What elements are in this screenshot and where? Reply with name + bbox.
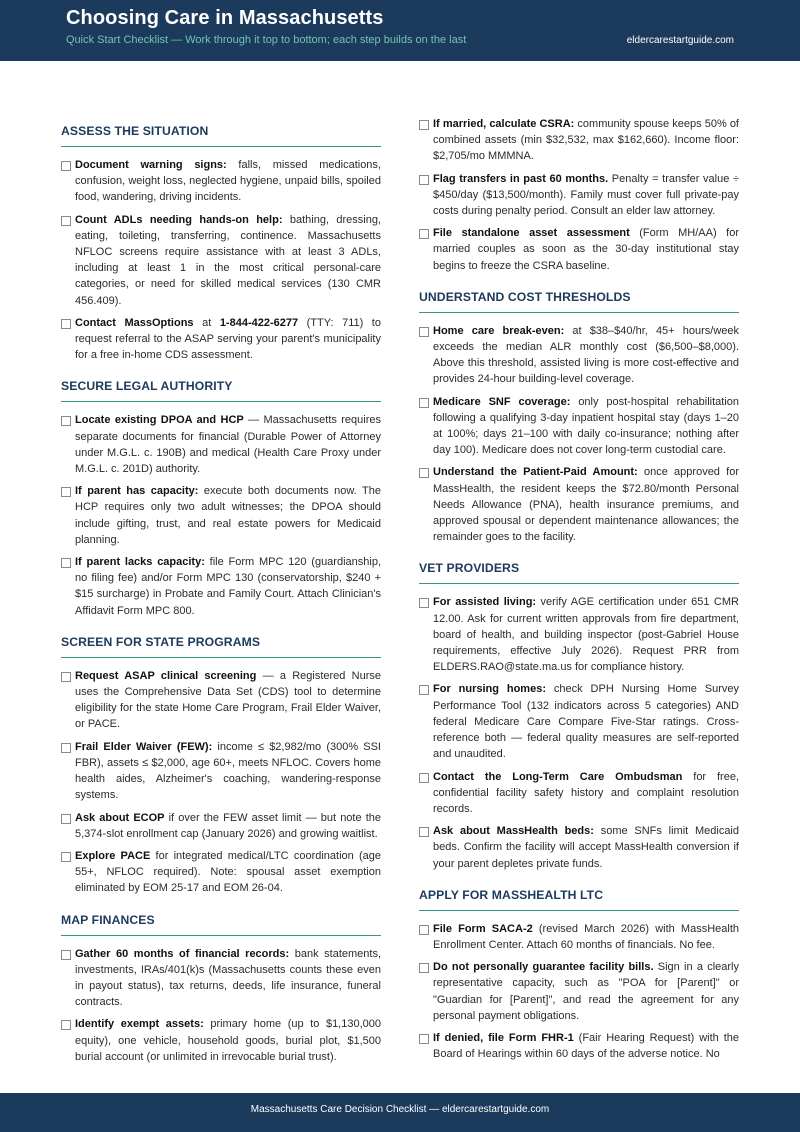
checklist-item xyxy=(419,681,739,762)
checklist-item xyxy=(61,1016,381,1065)
checklist-section xyxy=(61,635,381,897)
section-title: SECURE LEGAL AUTHORITY xyxy=(61,379,381,402)
checklist-item-text xyxy=(433,116,739,165)
checkbox[interactable] xyxy=(61,315,75,331)
item-body: file Form MPC 120 (guardianship, no filing fee) and/or Form MPC 130 (conservatorship, $240 + $15 surcharge) in Probate and Family Court. Attach Clinician's Affidavit Form MPC 800. xyxy=(75,556,381,617)
checklist-item xyxy=(61,212,381,309)
checklist-item-text xyxy=(433,959,739,1024)
item-emphasis: Understand the Patient-Paid Amount: xyxy=(433,466,638,479)
item-body: for free, confidential facility safety history and complaint resolution records. xyxy=(433,770,740,815)
item-emphasis: For nursing homes: xyxy=(433,683,546,696)
checkbox[interactable] xyxy=(61,739,75,755)
checklist-item-text xyxy=(433,769,739,818)
item-emphasis: Contact MassOptions xyxy=(75,316,194,329)
checklist-item-text xyxy=(433,171,739,220)
checklist-section xyxy=(61,124,381,363)
item-emphasis: Ask about MassHealth beds: xyxy=(433,825,594,838)
item-emphasis: Locate existing DPOA and HCP xyxy=(75,414,244,427)
checkbox[interactable] xyxy=(419,681,433,697)
checklist-item-text xyxy=(75,946,381,1011)
checklist-item xyxy=(419,116,739,165)
checkbox[interactable] xyxy=(419,323,433,339)
section-title: APPLY FOR MASSHEALTH LTC xyxy=(419,888,739,911)
checklist-item xyxy=(61,412,381,477)
checklist-item xyxy=(419,171,739,220)
item-body: at xyxy=(193,316,220,329)
item-body: for integrated medical/LTC coordination (age 55+, NFLOC required). Note: spousal asset exemption eliminated by EOM 25-17 and EOM 26-04. xyxy=(75,849,381,895)
footer-text: Massachusetts Care Decision Checklist — eldercarestartguide.com xyxy=(250,1104,550,1115)
checkbox[interactable] xyxy=(419,823,433,839)
item-body: income ≤ $2,982/mo (300% SSI FBR), assets ≤ $2,000, age 60+, meets NFLOC. Covers home health aides, Alzheimer's coaching, wandering-response systems. xyxy=(75,740,381,802)
checkbox[interactable] xyxy=(61,483,75,499)
page-footer xyxy=(0,1093,800,1132)
item-body: (TTY: 711) to request referral to the ASAP serving your parent's municipality for a free in-home CDS assessment. xyxy=(75,316,381,362)
checklist-item-text xyxy=(433,921,739,953)
checklist-section xyxy=(61,379,381,618)
item-emphasis: Frail Elder Waiver (FEW): xyxy=(75,740,213,753)
checklist-item xyxy=(61,157,381,206)
section-title: MAP FINANCES xyxy=(61,913,381,936)
checkbox[interactable] xyxy=(419,959,433,975)
checklist-item-text xyxy=(75,554,381,619)
item-emphasis: For assisted living: xyxy=(433,596,537,609)
checklist-item xyxy=(419,921,739,953)
checkbox[interactable] xyxy=(61,810,75,826)
checklist-item xyxy=(61,315,381,364)
checklist-item-text xyxy=(75,157,381,206)
item-body: (Fair Hearing Request) with the Board of Hearings within 60 days of the adverse notice. No xyxy=(433,1031,739,1061)
item-emphasis: Medicare SNF coverage: xyxy=(433,395,571,408)
item-emphasis: Gather 60 months of financial records: xyxy=(75,947,290,960)
checklist-item-text xyxy=(433,681,739,762)
item-emphasis: Count ADLs needing hands-on help: xyxy=(75,213,283,226)
item-emphasis: File standalone asset assessment xyxy=(433,227,630,240)
item-body: community spouse keeps 50% of combined assets (min $32,532, max $162,660). Income floor: $2,705/mo MMMNA. xyxy=(433,118,739,163)
checkbox[interactable] xyxy=(61,554,75,570)
item-body: at $38–$40/hr, 45+ hours/week exceeds the median ALR monthly cost ($6,500–$8,000). Above this threshold, assisted living is more cost-effective and provides 24-hour building-level coverage. xyxy=(433,324,739,386)
checklist-item-text xyxy=(75,739,381,804)
checklist-item xyxy=(61,848,381,897)
item-body: — Massachusetts requires separate documents for financial (Durable Power of Attorney under M.G.L. c. 190B) and medical (Health Care Proxy under M.G.L. c. 201D) authority. xyxy=(75,414,381,476)
checklist-item-text xyxy=(75,848,381,897)
section-title: SCREEN FOR STATE PROGRAMS xyxy=(61,635,381,658)
checklist-item-text xyxy=(433,323,739,388)
checklist-item xyxy=(419,323,739,388)
checklist-section xyxy=(419,561,739,871)
checkbox[interactable] xyxy=(419,225,433,241)
checklist-item xyxy=(419,959,739,1024)
checkbox[interactable] xyxy=(61,1016,75,1032)
item-body: verify AGE certification under 651 CMR 12.00. Ask for current written approvals from fire department, board of health, and building inspector (post-Gabriel House requirements, effective July 2026). Request PRR from ELDERS.RAO@state.ma.us for compliance history. xyxy=(433,596,739,674)
section-title: VET PROVIDERS xyxy=(419,561,739,584)
item-emphasis: If parent has capacity: xyxy=(75,485,199,498)
item-body: Penalty = transfer value ÷ $450/day ($13,500/month). Family must cover full private-pay costs during penalty period. Consult an elder law attorney. xyxy=(433,172,739,218)
item-body: if over the FEW asset limit — but note the 5,374-slot enrollment cap (January 2026) and growing waitlist. xyxy=(75,811,381,840)
checklist-item xyxy=(61,810,381,842)
checklist-item-text xyxy=(433,464,739,545)
item-body: primary home (up to $1,130,000 equity), one vehicle, household goods, burial plot, $1,500 burial account (or unlimited in irrevocable burial trust). xyxy=(75,1018,382,1063)
item-emphasis: Home care break-even: xyxy=(433,324,565,337)
checkbox[interactable] xyxy=(61,946,75,962)
item-emphasis: If married, calculate CSRA: xyxy=(433,118,575,130)
checkbox[interactable] xyxy=(419,594,433,610)
checklist-item-text xyxy=(75,212,381,309)
item-body: falls, missed medications, confusion, weight loss, neglected hygiene, unpaid bills, spoiled food, wandering, driving incidents. xyxy=(75,159,381,204)
item-body: bathing, dressing, eating, toileting, transferring, continence. Massachusetts NFLOC screens require assistance with at least 3 ADLs, including at least 1 in the most critical personal-care categories, or need for skilled medical services (130 CMR 456.409). xyxy=(75,213,381,307)
section-title: UNDERSTAND COST THRESHOLDS xyxy=(419,290,739,313)
checkbox[interactable] xyxy=(61,668,75,684)
checklist-section xyxy=(61,913,381,1065)
page-title: Choosing Care in Massachusetts xyxy=(66,7,384,29)
item-emphasis: Flag transfers in past 60 months. xyxy=(433,172,609,185)
item-emphasis: Request ASAP clinical screening xyxy=(75,669,257,682)
item-emphasis: 1-844-422-6277 xyxy=(219,316,299,329)
checklist-item-text xyxy=(75,1016,381,1065)
checklist-item xyxy=(419,823,739,872)
checkbox[interactable] xyxy=(419,921,433,937)
checkbox[interactable] xyxy=(61,157,75,173)
checkbox[interactable] xyxy=(419,171,433,187)
checkbox[interactable] xyxy=(419,769,433,785)
checklist-item xyxy=(61,668,381,733)
item-emphasis: If parent lacks capacity: xyxy=(75,556,205,569)
checklist-item-text xyxy=(75,810,381,842)
right-column xyxy=(419,116,739,1068)
checkbox[interactable] xyxy=(61,212,75,228)
header-site-link: eldercarestartguide.com xyxy=(626,35,734,46)
item-emphasis: Identify exempt assets: xyxy=(75,1018,204,1031)
checklist-item-text xyxy=(433,823,739,872)
checklist-item xyxy=(61,554,381,619)
item-emphasis: Do not personally guarantee facility bills. xyxy=(433,961,654,974)
item-body: only post-hospital rehabilitation following a qualifying 3-day inpatient hospital stay (days 1–20 at 100%; days 21–100 with daily co-insurance; nothing after day 100). Medicare does not cover long-term custodial care. xyxy=(433,395,740,457)
checklist-item xyxy=(61,946,381,1011)
checklist-item xyxy=(61,739,381,804)
checkbox[interactable] xyxy=(61,412,75,428)
checklist-item xyxy=(61,483,381,548)
checklist-item-text xyxy=(433,1030,739,1062)
checklist-item-text xyxy=(75,483,381,548)
checkbox[interactable] xyxy=(419,116,433,132)
left-column xyxy=(61,116,381,1071)
checklist-item-text xyxy=(75,668,381,733)
page-subtitle: Quick Start Checklist — Work through it top to bottom; each step builds on the last xyxy=(66,34,467,46)
item-body: (revised March 2026) with MassHealth Enrollment Center. Attach 60 months of financials. No fee. xyxy=(433,922,739,951)
checkbox[interactable] xyxy=(419,464,433,480)
checklist-item-text xyxy=(75,412,381,477)
checklist-section xyxy=(419,116,739,274)
checklist-item xyxy=(419,769,739,818)
checkbox[interactable] xyxy=(419,1030,433,1046)
item-body: (Form MH/AA) for married couples as soon as the 30-day institutional stay begins to freeze the CSRA baseline. xyxy=(433,227,739,272)
item-emphasis: Explore PACE xyxy=(75,849,151,862)
checkbox[interactable] xyxy=(61,848,75,864)
checklist-item xyxy=(419,225,739,274)
checklist-item xyxy=(419,464,739,545)
item-body: once approved for MassHealth, the resident keeps the $72.80/month Personal Needs Allowance (PNA), health insurance premiums, and approved spousal or dependent maintenance allowances; the remainder goes to the facility. xyxy=(433,466,740,544)
checklist-item-text xyxy=(75,315,381,364)
item-emphasis: File Form SACA-2 xyxy=(433,922,533,935)
item-body: check DPH Nursing Home Survey Performance Tool (132 indicators across 5 categories) AND federal Medicare Care Compare Five-Star ratings. Cross-reference both — federal quality measures are self-reported and unaudited. xyxy=(433,683,739,761)
checklist-section xyxy=(419,888,739,1063)
item-emphasis: Document warning signs: xyxy=(75,159,227,171)
item-body: execute both documents now. The HCP requires only two adult witnesses; the DPOA should include gifting, trust, and real estate powers for Medicaid planning. xyxy=(75,485,381,546)
checklist-section xyxy=(419,290,739,546)
checkbox[interactable] xyxy=(419,394,433,410)
item-emphasis: Contact the Long-Term Care Ombudsman xyxy=(433,770,683,783)
checklist-item-text xyxy=(433,594,739,675)
item-body: bank statements, investments, IRAs/401(k)s (Massachusetts counts these even in payout status), tax returns, deeds, life insurance, funeral contracts. xyxy=(75,947,381,1009)
page-header xyxy=(0,0,800,61)
checklist-item xyxy=(419,1030,739,1062)
item-body: — a Registered Nurse uses the Comprehensive Data Set (CDS) tool to determine eligibility for the state Home Care Program, Frail Elder Waiver, or PACE. xyxy=(75,669,381,731)
checklist-item xyxy=(419,394,739,459)
item-emphasis: If denied, file Form FHR-1 xyxy=(433,1031,574,1044)
item-body: some SNFs limit Medicaid beds. Confirm the facility will accept MassHealth conversion if your parent depletes private funds. xyxy=(433,825,739,870)
checklist-item-text xyxy=(433,394,739,459)
section-title: ASSESS THE SITUATION xyxy=(61,124,381,147)
item-emphasis: Ask about ECOP xyxy=(75,811,165,824)
item-body: Sign in a clearly representative capacity, such as "POA for [Parent]" or "Guardian for [Parent]", and read the agreement for any personal payment obligations. xyxy=(433,961,739,1022)
checklist-item-text xyxy=(433,225,739,274)
checklist-item xyxy=(419,594,739,675)
